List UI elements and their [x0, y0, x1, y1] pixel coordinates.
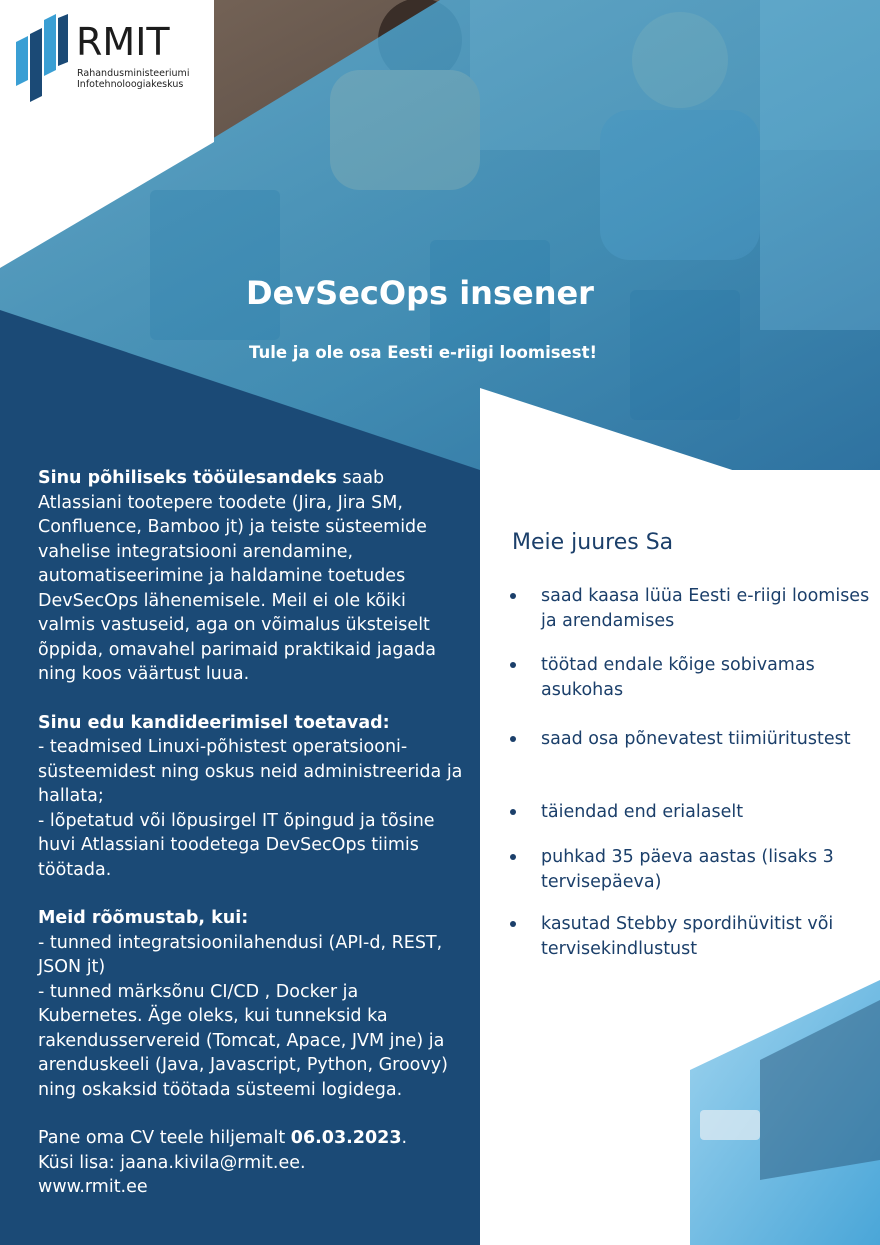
- deadline-date: 06.03.2023: [290, 1128, 402, 1148]
- logo-mark-icon: [16, 14, 72, 104]
- benefits-heading: Meie juures Sa: [512, 530, 674, 555]
- bullet-icon: [510, 854, 516, 860]
- website-link[interactable]: www.rmit.ee: [38, 1177, 148, 1197]
- rmit-logo: [16, 14, 206, 114]
- logo-wordmark: RMIT: [76, 20, 170, 64]
- contact-email[interactable]: Küsi lisa: jaana.kivila@rmit.ee.: [38, 1152, 306, 1173]
- requirements-heading: Sinu edu kandideerimisel toetavad:: [38, 712, 390, 733]
- benefit-item: puhkad 35 päeva aastas (lisaks 3 tervisepäeva): [510, 845, 870, 894]
- job-title: DevSecOps insener: [246, 274, 594, 312]
- bonus-item: - tunned märksõnu CI/CD , Docker ja Kubernetes. Äge oleks, kui tunneksid ka rakendusservereid (Tomcat, Apace, JVM jne) ja arenduskeeli (Java, Javascript, Python, Groovy) ning oskaksid töötada süsteemi logidega.: [38, 981, 448, 1100]
- duties-text: saab Atlassiani tootepere toodete (Jira, Jira SM, Confluence, Bamboo jt) ja teiste süsteemide vahelise integratsiooni arendamine, automatiseerimine ja haldamine toetudes DevSecOps lähenemisele. Meil ei ole kõiki valmis vastuseid, aga on võimalus üksteiselt õppida, omavahel parimaid praktikaid jagada ning koos väärtust luua.: [38, 468, 436, 684]
- benefit-item: töötad endale kõige sobivamas asukohas: [510, 653, 870, 702]
- bonus-item: - tunned integratsioonilahendusi (API-d, REST, JSON jt): [38, 932, 443, 977]
- requirement-item: - lõpetatud või lõpusirgel IT õpingud ja tõsine huvi Atlassiani toodetega DevSecOps tiimis töötada.: [38, 810, 435, 880]
- duties-paragraph: [38, 466, 468, 687]
- bullet-icon: [510, 593, 516, 599]
- tagline: Tule ja ole osa Eesti e-riigi loomisest!: [249, 343, 597, 362]
- logo-subtitle: [77, 68, 189, 90]
- logo-subtitle-line-1: Rahandusministeeriumi: [77, 68, 190, 79]
- bonus-heading: Meid rõõmustab, kui:: [38, 908, 249, 928]
- benefit-item: saad kaasa lüüa Eesti e-riigi loomises ja arendamises: [510, 584, 870, 633]
- benefit-item: kasutad Stebby spordihüvitist või tervisekindlustust: [510, 912, 870, 961]
- logo-subtitle-line-2: Infotehnoloogiakeskus: [77, 79, 184, 90]
- bullet-icon: [510, 736, 516, 742]
- apply-deadline: Pane oma CV teele hiljemalt 06.03.2023.: [38, 1128, 408, 1148]
- bullet-icon: [510, 921, 516, 927]
- bullet-icon: [510, 662, 516, 668]
- benefit-item: täiendad end erialaselt: [510, 800, 870, 825]
- job-description: [38, 466, 468, 1200]
- requirement-item: - teadmised Linuxi-põhistest operatsiooni-süsteemidest ning oskus neid administreerida ja hallata;: [38, 737, 463, 806]
- benefit-item: saad osa põnevatest tiimiüritustest: [510, 727, 870, 752]
- duties-heading: Sinu põhiliseks tööülesandeks: [38, 468, 337, 488]
- bullet-icon: [510, 809, 516, 815]
